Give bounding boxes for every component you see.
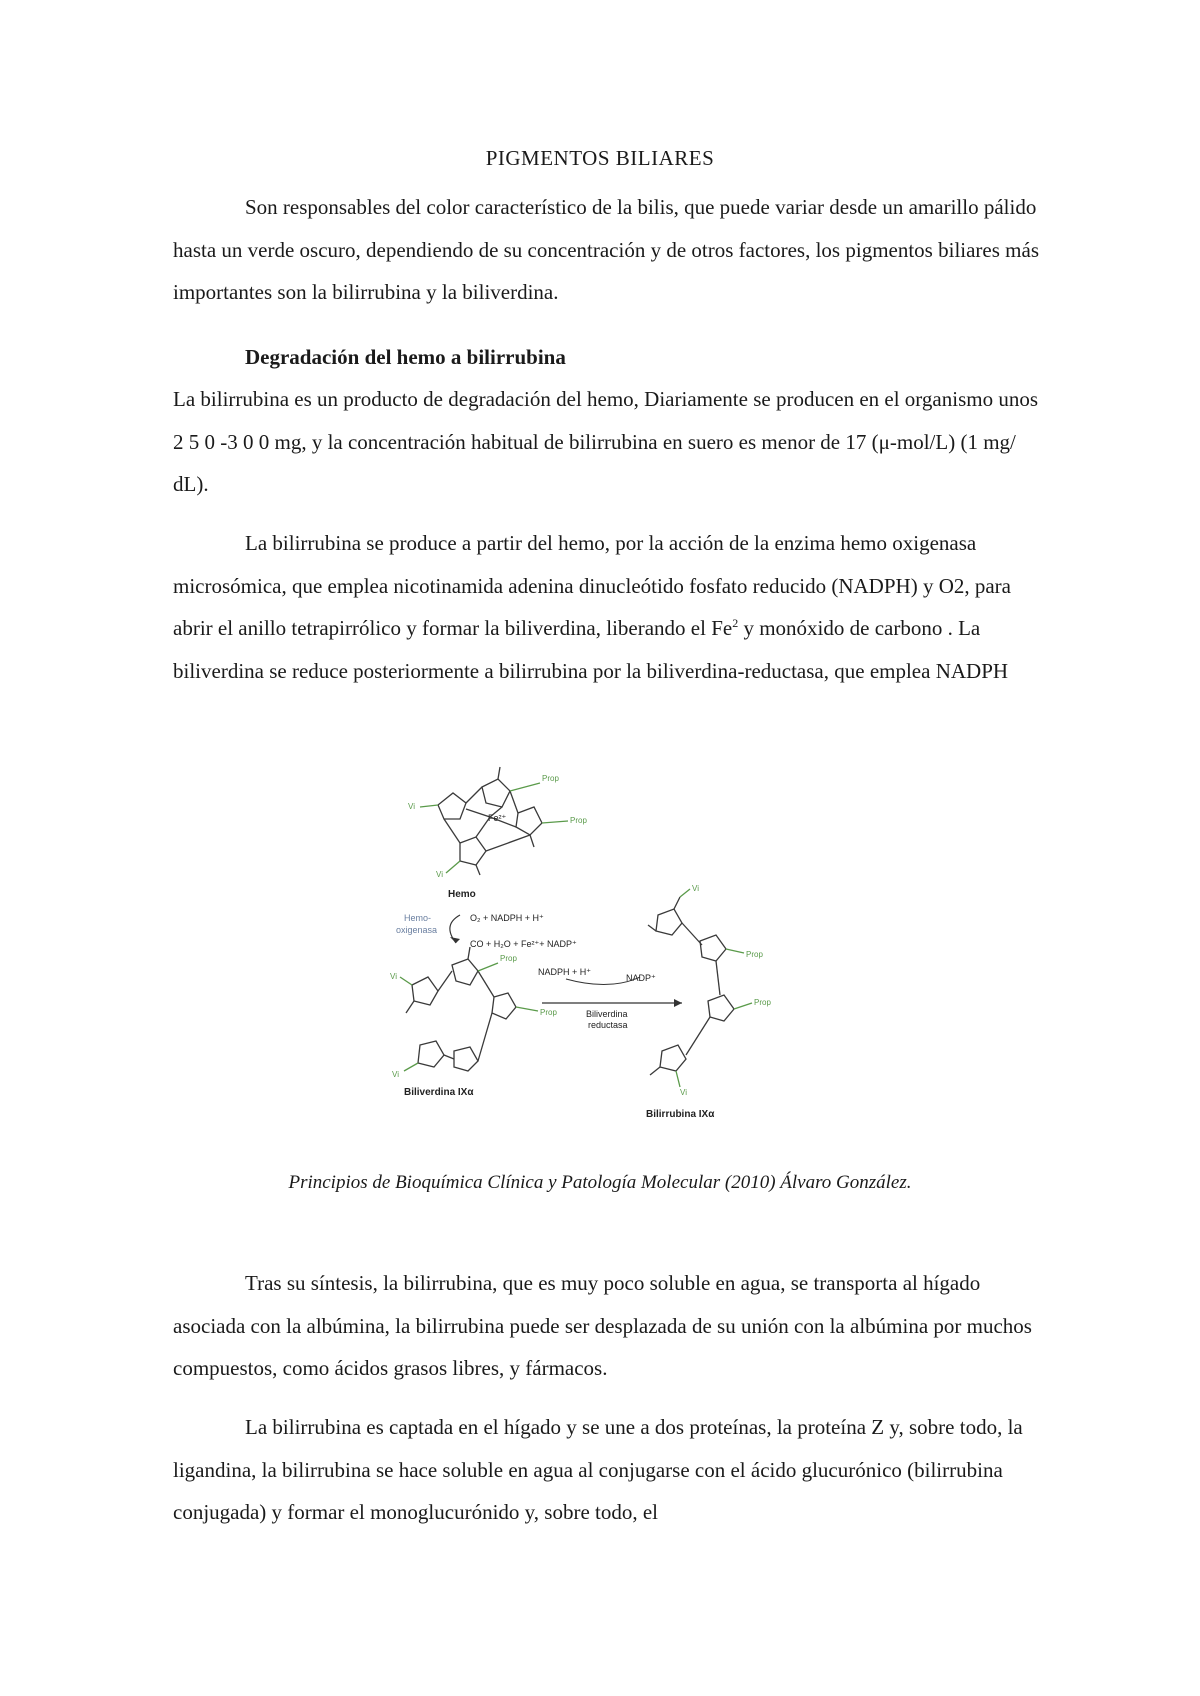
heme-degradation-figure <box>390 765 820 1165</box>
reactants1: O₂ + NADPH + H⁺ <box>470 913 544 923</box>
vi-label-5: Vi <box>692 884 699 893</box>
reactants2: NADPH + H⁺ <box>538 967 592 977</box>
paragraph-synthesis-part1: La bilirrubina se produce a partir del hemo, por la acción de la enzima hemo oxigenasa microsómica, que emplea nicotinamida adenina dinucleótido fosfato reducido (NADPH) y O2, para abrir el anillo tetrapirrólico y formar la biliverdina, liberando el Fe <box>173 531 1011 640</box>
figure-caption: Principios de Bioquímica Clínica y Patología Molecular (2010) Álvaro González. <box>288 1172 912 1193</box>
fe-label: Fe²⁺ <box>488 813 507 823</box>
products1: CO + H₂O + Fe²⁺+ NADP⁺ <box>470 939 577 949</box>
vi-label-1: Vi <box>408 802 415 811</box>
bilirrubina-structure <box>648 889 752 1087</box>
prop-label-1: Prop <box>542 774 559 783</box>
enzyme2-line1: Biliverdina <box>586 1009 628 1019</box>
paragraph-synthesis <box>173 522 1053 692</box>
vi-label-6: Vi <box>680 1088 687 1097</box>
enzyme1-line2: oxigenasa <box>396 925 438 935</box>
products2: NADP⁺ <box>626 973 656 983</box>
section-heading: Degradación del hemo a bilirrubina <box>245 345 566 369</box>
paragraph-synthesis-part2: y monóxido de carbono . La biliverdina se reduce posteriormente a bilirrubina por la biliverdina-reductasa, que emplea NADPH <box>173 616 1009 683</box>
enzyme1-line1: Hemo- <box>404 913 432 923</box>
paragraph-intro: Son responsables del color característico de la bilis, que puede variar desde un amarillo pálido hasta un verde oscuro, dependiendo de su concentración y de otros factores, los pigmentos biliares más importantes son la bilirrubina y la biliverdina. <box>173 195 1039 304</box>
paragraph-conjugation: La bilirrubina es captada en el hígado y se une a dos proteínas, la proteína Z y, sobre todo, la ligandina, la bilirrubina se hace soluble en agua al conjugarse con el ácido glucurónico (bilirrubina conjugada) y formar el monoglucurónido y, sobre todo, el <box>173 1415 1023 1524</box>
iron-superscript: 2 <box>732 616 739 630</box>
document-title: PIGMENTOS BILIARES <box>485 146 715 170</box>
prop-label-2: Prop <box>570 816 587 825</box>
biliverdina-label: Biliverdina IXα <box>404 1087 474 1098</box>
bilirrubina-label: Bilirrubina IXα <box>646 1109 715 1120</box>
enzyme2-line2: reductasa <box>588 1020 628 1030</box>
hemo-label: Hemo <box>448 889 476 900</box>
prop-label-3: Prop <box>500 954 517 963</box>
biliverdina-structure <box>400 947 538 1071</box>
prop-label-5: Prop <box>746 950 763 959</box>
prop-label-4: Prop <box>540 1008 557 1017</box>
arrow-head-2 <box>674 999 682 1007</box>
prop-label-6: Prop <box>754 998 771 1007</box>
vi-label-4: Vi <box>392 1070 399 1079</box>
paragraph-transport: Tras su síntesis, la bilirrubina, que es muy poco soluble en agua, se transporta al hígado asociada con la albúmina, la bilirrubina puede ser desplazada de su unión con la albúmina por muchos compuestos, como ácidos grasos libres, y fármacos. <box>173 1271 1032 1380</box>
vi-label-2: Vi <box>436 870 443 879</box>
vi-label-3: Vi <box>390 972 397 981</box>
paragraph-production: La bilirrubina es un producto de degradación del hemo, Diariamente se producen en el organismo unos 2 5 0 -3 0 0 mg, y la concentración habitual de bilirrubina en suero es menor de 17 (μ-mol/L) (1 mg/ dL). <box>173 387 1039 496</box>
